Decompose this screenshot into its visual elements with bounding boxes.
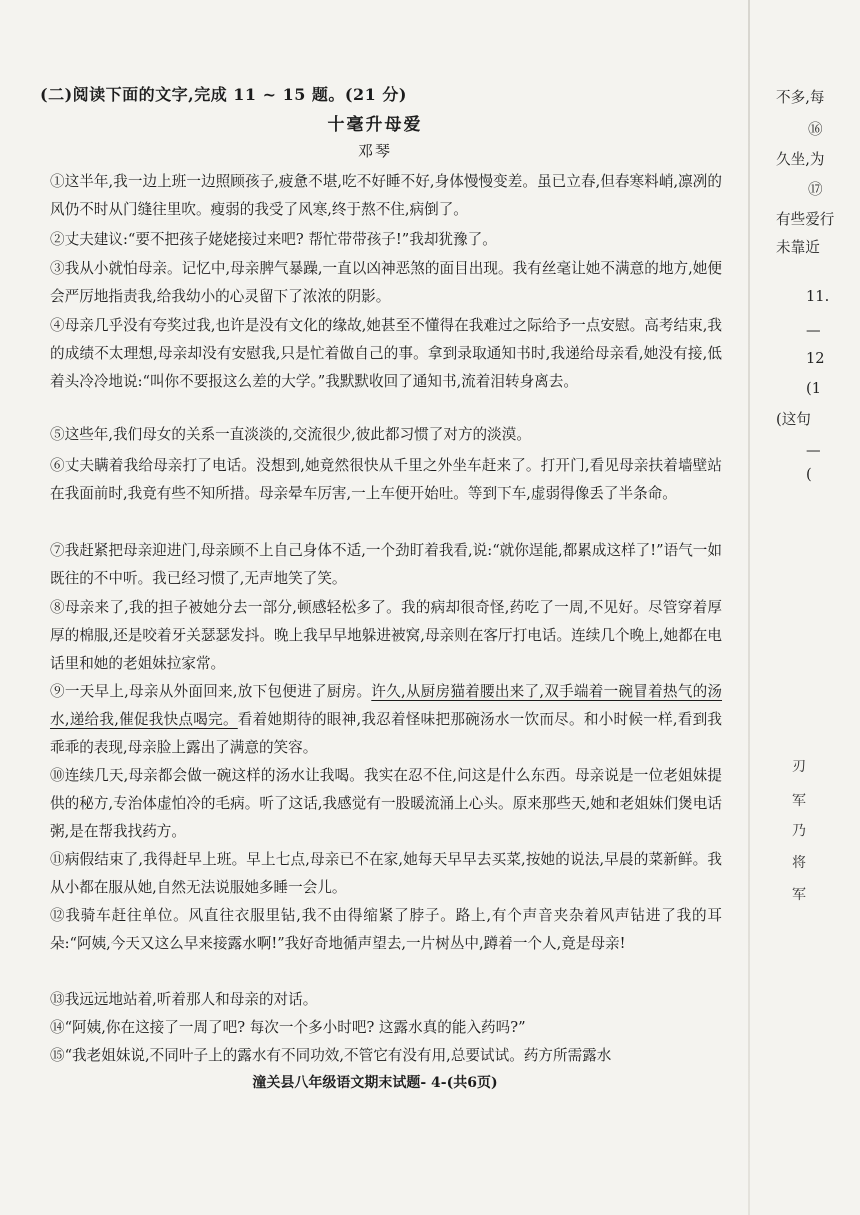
- right-fragment-8: —: [806, 322, 821, 339]
- paragraph-12: ⑫我骑车赶往单位。风直往衣服里钻,我不由得缩紧了脖子。路上,有个声音夹杂着风声钻进了我的耳朵:“阿姨,今天又这么早来接露水啊!”我好奇地循声望去,一片树丛中,蹲着一个人,竟是母亲!: [50, 907, 722, 952]
- right-fragment-13: (: [806, 466, 812, 483]
- paragraph-3: ③我从小就怕母亲。记忆中,母亲脾气暴躁,一直以凶神恶煞的面目出现。我有丝毫让她不满意的地方,她便会严厉地指责我,给我幼小的心灵留下了浓浓的阴影。: [50, 260, 722, 305]
- right-vertical-char-2: 军: [792, 793, 806, 809]
- paragraph-9: [50, 678, 722, 762]
- paragraph-1: ①这半年,我一边上班一边照顾孩子,疲惫不堪,吃不好睡不好,身体慢慢变差。虽已立春,但春寒料峭,凛冽的风仍不时从门缝往里吹。瘦弱的我受了风寒,终于熬不住,病倒了。: [50, 173, 722, 218]
- paragraph-11: ⑪病假结束了,我得赶早上班。早上七点,母亲已不在家,她每天早早去买菜,按她的说法,早晨的菜新鲜。我从小都在服从她,自然无法说服她多睡一会儿。: [50, 851, 722, 896]
- right-fragment-10: (1: [806, 380, 821, 397]
- paragraph-9-end: 看着她期待的眼神,我忍着怪味把那碗汤水一饮而尽。和小时候一样,看到我乖乖的表现,母亲脸上露出了满意的笑容。: [50, 711, 723, 756]
- right-fragment-6: 未靠近: [776, 239, 820, 256]
- right-fragment-12: —: [806, 442, 821, 459]
- right-vertical-char-3: 乃: [792, 823, 806, 839]
- right-vertical-char-1: 刃: [792, 759, 806, 775]
- right-fragment-1: 不多,每: [776, 89, 825, 106]
- right-fragment-2: ⑯: [808, 121, 823, 138]
- paragraph-2: ②丈夫建议:“要不把孩子姥姥接过来吧? 帮忙带带孩子!”我却犹豫了。: [50, 231, 497, 248]
- paragraph-13: ⑬我远远地站着,听着那人和母亲的对话。: [50, 991, 318, 1008]
- paragraph-14: ⑭“阿姨,你在这接了一周了吧? 每次一个多小时吧? 这露水真的能入药吗?”: [50, 1019, 526, 1036]
- underlined-sentence: 许久,从厨房猫着腰出来了,双手端着一碗冒着热气的汤水,递给我,催促我快点喝完。: [50, 683, 723, 728]
- article-title: 十毫升母爱: [327, 115, 423, 135]
- right-fragment-9: 12: [806, 350, 825, 367]
- right-fragment-7: 11.: [806, 288, 830, 305]
- paragraph-5: ⑤这些年,我们母女的关系一直淡淡的,交流很少,彼此都习惯了对方的淡漠。: [50, 426, 531, 443]
- right-fragment-3: 久坐,为: [776, 151, 825, 168]
- right-fragment-11: (这句: [776, 411, 811, 428]
- article-author: 邓琴: [357, 142, 392, 160]
- paragraph-6: ⑥丈夫瞒着我给母亲打了电话。没想到,她竟然很快从千里之外坐车赶来了。打开门,看见母亲扶着墙壁站在我面前时,我竟有些不知所措。母亲晕车厉害,一上车便开始吐。等到下车,虚弱得像丢了半条命。: [50, 457, 722, 502]
- page-footer: 潼关县八年级语文期末试题- 4-(共6页): [252, 1075, 498, 1091]
- paragraph-10: ⑩连续几天,母亲都会做一碗这样的汤水让我喝。我实在忍不住,问这是什么东西。母亲说是一位老姐妹提供的秘方,专治体虚怕冷的毛病。听了这话,我感觉有一股暖流涌上心头。原来那些天,她和老姐妹们煲电话粥,是在帮我找药方。: [50, 767, 722, 840]
- paragraph-4: ④母亲几乎没有夸奖过我,也许是没有文化的缘故,她甚至不懂得在我难过之际给予一点安慰。高考结束,我的成绩不太理想,母亲却没有安慰我,只是忙着做自己的事。拿到录取通知书时,我递给母亲看,她没有接,低着头冷冷地说:“叫你不要报这么差的大学。”我默默收回了通知书,流着泪转身离去。: [50, 317, 722, 390]
- page-fold-divider: [748, 0, 750, 1215]
- paragraph-8: ⑧母亲来了,我的担子被她分去一部分,顿感轻松多了。我的病却很奇怪,药吃了一周,不见好。尽管穿着厚厚的棉服,还是咬着牙关瑟瑟发抖。晚上我早早地躲进被窝,母亲则在客厅打电话。连续几个晚上,她都在电话里和她的老姐妹拉家常。: [50, 599, 722, 672]
- paragraph-7: ⑦我赶紧把母亲迎进门,母亲顾不上自己身体不适,一个劲盯着我看,说:“就你逞能,都累成这样了!”语气一如既往的不中听。我已经习惯了,无声地笑了笑。: [50, 542, 722, 587]
- right-vertical-char-4: 将: [792, 855, 806, 871]
- right-fragment-4: ⑰: [808, 181, 823, 198]
- paragraph-9-start: ⑨一天早上,母亲从外面回来,放下包便进了厨房。: [50, 683, 372, 700]
- paragraph-15: ⑮“我老姐妹说,不同叶子上的露水有不同功效,不管它有没有用,总要试试。药方所需露水: [50, 1047, 612, 1064]
- right-fragment-5: 有些爱行: [776, 211, 835, 228]
- right-vertical-char-5: 军: [792, 887, 806, 903]
- section-heading: (二)阅读下面的文字,完成 11 ~ 15 题。(21 分): [40, 85, 407, 104]
